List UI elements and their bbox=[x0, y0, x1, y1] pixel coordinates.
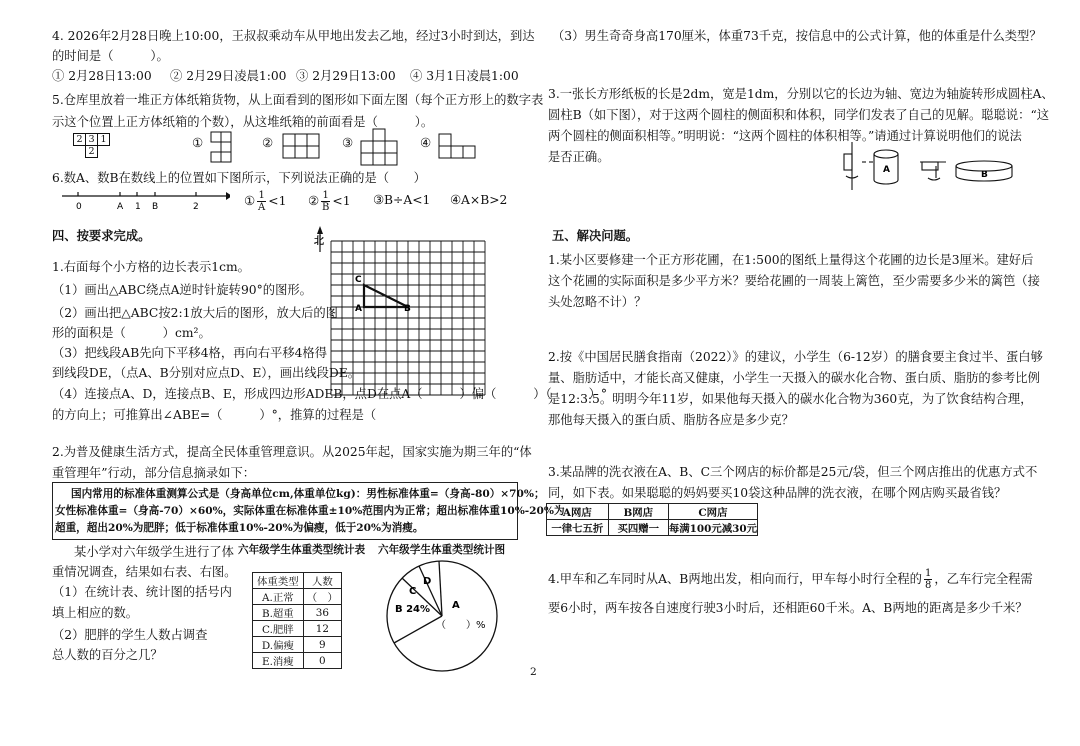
axis-label-a: A bbox=[117, 202, 124, 212]
table-row: D.偏瘦 9 bbox=[253, 637, 342, 653]
cyl-line4: 是否正确。 bbox=[548, 150, 610, 164]
s5-q2c: 是12:3:5。明明今年11岁，如果他每天摄入的碳水化合物为360克，为了饮食结构合理， bbox=[548, 392, 1033, 406]
s5-q1c: 头处忽略不计）？ bbox=[548, 295, 647, 309]
health-s1: 某小学对六年级学生进行了体 bbox=[74, 545, 234, 559]
point-b-label: B bbox=[404, 304, 411, 314]
q6-option-1: ① $\frac{1}{A}$ <1 bbox=[244, 190, 287, 213]
cyl-line3: 两个圆柱的侧面积相等。”明明说：“这两个圆柱的体积相等。”请通过计算说明他们的说法 bbox=[548, 129, 1022, 143]
pie-chart bbox=[382, 556, 502, 676]
q6-number-line bbox=[60, 186, 230, 214]
point-a-label: A bbox=[355, 304, 362, 314]
formula-line1: 国内常用的标准体重测算公式是（身高单位cm,体重单位kg)：男性标准体重=（身高-80）×70%； bbox=[71, 488, 545, 500]
grid-cell: 3 bbox=[85, 133, 98, 146]
formula-line2: 女性标准体重=（身高-70）×60%，实际体重在标准体重±10%范围内为正常；超出标准体重10%-20%为 bbox=[55, 505, 565, 517]
s4-p3b: 形的面积是（ ）cm²。 bbox=[52, 326, 211, 340]
s5-q4b: 要6小时，两车按各自速度行驶3小时后，还相距60千米。A、B两地的距离是多少千米？ bbox=[548, 601, 1028, 615]
q5-option-3-figure bbox=[360, 128, 400, 166]
pie-label-c: C bbox=[409, 586, 417, 597]
table-row: 一律七五折 买四赠一 每满100元减30元 bbox=[547, 520, 758, 536]
pie-label-a-blank: （ ）% bbox=[436, 620, 486, 631]
q5-option-4-figure bbox=[438, 133, 478, 161]
table-header-cell: 人数 bbox=[303, 573, 341, 589]
table-header-cell: 体重类型 bbox=[253, 573, 304, 589]
s5-q3a: 3.某品牌的洗衣液在A、B、C三个网店的标价都是25元/袋，但三个网店推出的优惠方式不 bbox=[548, 465, 1038, 479]
health-s4: 填上相应的数。 bbox=[52, 606, 139, 620]
q5-option-3-mark: ③ bbox=[342, 136, 354, 150]
q5-top-view-grid bbox=[73, 133, 109, 159]
q5-option-1-mark: ① bbox=[192, 136, 204, 150]
q4-option-1: ① 2月28日13:00 bbox=[52, 69, 152, 83]
formula-box bbox=[52, 482, 565, 540]
section-5-title: 五、解决问题。 bbox=[552, 228, 639, 243]
s4-p5a: （4）连接点A、D，连接点B、E，形成四边形ADEB，点D在点A（ ）偏（ ）（ ）° bbox=[52, 387, 608, 401]
pie-chart-title: 六年级学生体重类型统计图 bbox=[378, 544, 506, 556]
table-row: C.肥胖 12 bbox=[253, 621, 342, 637]
grid-cell: 1 bbox=[97, 133, 110, 146]
axis-label-1: 1 bbox=[135, 202, 141, 212]
grid-cell: 2 bbox=[73, 133, 86, 146]
health-s2: 重情况调查，结果如右表、右图。 bbox=[52, 565, 237, 579]
s5-q2b: 量、脂肪适中，才能长高又健康，小学生一天摄入的碳水化合物、蛋白质、脂肪的参考比例 bbox=[548, 371, 1040, 385]
shop-header-cell: C网店 bbox=[668, 504, 757, 520]
shop-header-cell: A网店 bbox=[547, 504, 609, 520]
q6-option-3: ③B÷A<1 bbox=[373, 193, 431, 207]
cylinders-figure bbox=[836, 138, 1026, 194]
q4-option-2: ② 2月29日凌晨1:00 bbox=[170, 69, 287, 83]
q6-line1: 6.数A、数B在数线上的位置如下图所示，下列说法正确的是（ ） bbox=[52, 171, 426, 185]
stats-table bbox=[252, 572, 342, 669]
pie-label-b: B 24% bbox=[395, 604, 431, 615]
s4-p5b: 的方向上；可推算出∠ABE=（ ）°，推算的过程是（ bbox=[52, 408, 377, 422]
health-line2: 重管理年”行动，部分信息摘录如下： bbox=[52, 466, 256, 480]
s4-p4b: 到线段DE，（点A、B分别对应点D、E），画出线段DE。 bbox=[52, 366, 361, 380]
pie-label-a: A bbox=[452, 600, 460, 611]
axis-label-b: B bbox=[152, 202, 159, 212]
q5-option-4-mark: ④ bbox=[420, 136, 432, 150]
s5-q1a: 1.某小区要修建一个正方形花圃，在1:500的图纸上量得这个花圃的边长是3厘米。建好后 bbox=[548, 253, 1034, 267]
grid-cell: 2 bbox=[85, 145, 98, 158]
cylinder-a-label: A bbox=[883, 165, 890, 175]
rq3-line1: （3）男生奇奇身高170厘米，体重73千克，按信息中的公式计算，他的体重是什么类型？ bbox=[552, 29, 1042, 43]
health-s6: 总人数的百分之几？ bbox=[52, 648, 163, 662]
s5-q2a: 2.按《中国居民膳食指南（2022）》的建议，小学生（6-12岁）的膳食要主食过半、蛋白够 bbox=[548, 350, 1043, 364]
axis-label-2: 2 bbox=[193, 202, 199, 212]
q4-line1: 4. 2026年2月28日晚上10:00，王叔叔乘动车从甲地出发去乙地，经过3小时到达，到达 bbox=[52, 29, 535, 43]
s4-p1: 1.右面每个小方格的边长表示1cm。 bbox=[52, 260, 250, 274]
s5-q2d: 那他每天摄入的蛋白质、脂肪各应是多少克？ bbox=[548, 413, 794, 427]
stats-table-title: 六年级学生体重类型统计表 bbox=[238, 544, 366, 556]
s5-q4a: 4.甲车和乙车同时从A、B两地出发，相向而行，甲车每小时行全程的 $\frac{1}{8}$ ，乙车行完全程需 bbox=[548, 568, 1033, 591]
q4-option-3: ③ 2月29日13:00 bbox=[296, 69, 396, 83]
cylinder-b-label: B bbox=[981, 170, 988, 180]
table-row: A.正常 （ ） bbox=[253, 589, 342, 605]
table-row: E.消瘦 0 bbox=[253, 653, 342, 669]
q5-option-2-mark: ② bbox=[262, 136, 274, 150]
north-label: 北 bbox=[314, 236, 324, 247]
q6-option-2: ② $\frac{1}{B}$ <1 bbox=[308, 190, 351, 213]
q5-line1: 5.仓库里放着一堆正方体纸箱货物，从上面看到的图形如下面左图（每个正方形上的数字表 bbox=[52, 93, 544, 107]
cyl-line2: 圆柱B（如下图），对于这两个圆柱的侧面积和体积，同学们发表了自己的见解。聪聪说：“这 bbox=[548, 108, 1050, 122]
s5-q1b: 这个花圃的实际面积是多少平方米？要给花圃的一周装上篱笆，至少需要多少米的篱笆（接 bbox=[548, 274, 1040, 288]
shop-header-cell: B网店 bbox=[608, 504, 668, 520]
cyl-line1: 3.一张长方形纸板的长是2dm，宽是1dm，分别以它的长边为轴、宽边为轴旋转形成圆柱A、 bbox=[548, 87, 1054, 101]
s4-p2: （1）画出△ABC绕点A逆时针旋转90°的图形。 bbox=[52, 283, 312, 297]
s5-q3b: 同，如下表。如果聪聪的妈妈要买10袋这种品牌的洗衣液，在哪个网店购买最省钱？ bbox=[548, 486, 1007, 500]
q6-option-4: ④A×B>2 bbox=[450, 193, 508, 207]
q5-option-1-figure bbox=[210, 131, 240, 165]
q5-option-2-figure bbox=[282, 133, 322, 161]
pie-label-d: D bbox=[423, 576, 432, 587]
q4-line2: 的时间是（ ）。 bbox=[52, 49, 169, 63]
formula-line3: 超重，超出20%为肥胖；低于标准体重10%-20%为偏瘦，低于20%为消瘦。 bbox=[55, 522, 424, 534]
square-grid-figure bbox=[312, 224, 522, 396]
shop-table bbox=[546, 503, 758, 536]
q5-line2: 示这个位置上正方体纸箱的个数），从这堆纸箱的前面看是（ ）。 bbox=[52, 115, 434, 129]
table-row: B.超重 36 bbox=[253, 605, 342, 621]
point-c-label: C bbox=[355, 275, 362, 285]
axis-label-0: 0 bbox=[76, 202, 82, 212]
section-4-title: 四、按要求完成。 bbox=[52, 228, 151, 243]
s4-p3a: （2）画出把△ABC按2:1放大后的图形，放大后的图 bbox=[52, 306, 338, 320]
s4-p4a: （3）把线段AB先向下平移4格，再向右平移4格得 bbox=[52, 346, 328, 360]
health-s3: （1）在统计表、统计图的括号内 bbox=[52, 585, 232, 599]
health-s5: （2）肥胖的学生人数占调查 bbox=[52, 628, 208, 642]
q4-option-4: ④ 3月1日凌晨1:00 bbox=[410, 69, 519, 83]
health-line1: 2.为普及健康生活方式，提高全民体重管理意识。从2025年起，国家实施为期三年的“体 bbox=[52, 445, 532, 459]
page-number: 2 bbox=[530, 666, 537, 678]
